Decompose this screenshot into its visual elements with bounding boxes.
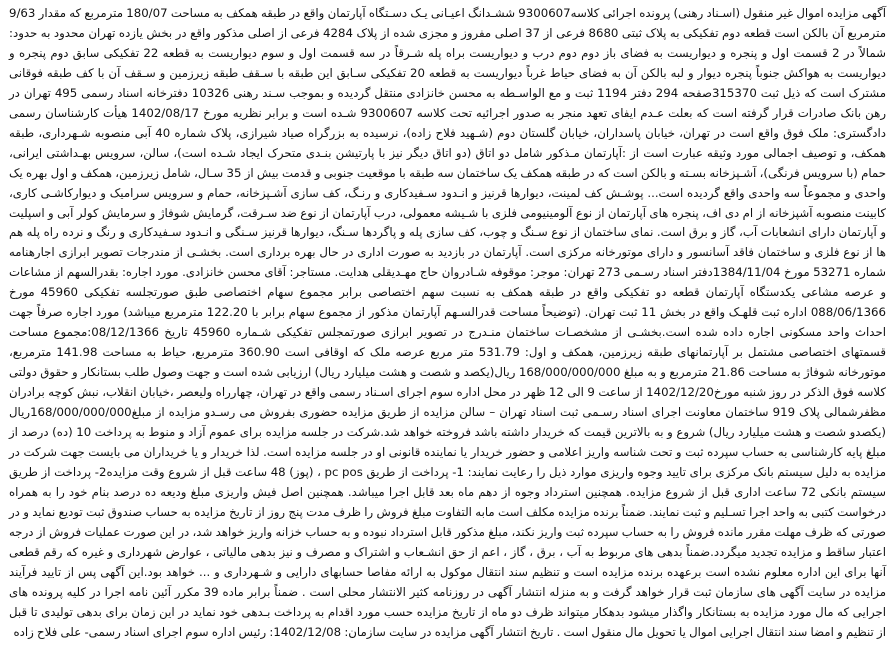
auction-notice-text: آگهی مزایده اموال غیر منقول (اسـناد رهنی) پرونده اجرائی کلاسه9300607 ششـدانگ اعیـانی یـک دسـتگاه آپارتمان واقع در طبقه همکف به مساحت 180/07 مترمربع که مقدار 9/63 مترمربع آن بالکن است قطعه دوم تفکیکی به پلاک ثبتی 8680 فرعی از 37 اصلی مفروز و مجزی شده از پلاک 4284 فرعی از اصلی مذکور واقع در بخش یازده تهران محدود به حدود: شمالاً در 2 قسمت اول و پنجره و دیواریست به فضای باز دوم دوم درب و دیواریست براه پله شـرقاً در سه قسمت اول و سوم دیواریست به قطعه 22 تفکیکی سابق دوم پنجره و دیواریست به هواکش جنوباً پنجره دیوار و لبه بالکن آن به فضای حیاط غرباً دیواریست به قطعه 20 تفکیکی سـابق این طبقه با سـقف طبقه زیرزمین و سـقف آن با کف طبقه فوقانی مشترک است که ذیل ثبت 315370صفحه 294 دفتر 1194 ثبت و مع الواسـطه به محسن خانزادی منتقل گردیده و بموجب سـند رهنی 10326 دفترخانه اسناد رسمی 495 تهران در رهن بانک صادرات قرار گرفته است که بعلت عـدم ایفای تعهد منجر به صدور اجرائیه تحت کلاسه 9300607 شـده است و برابر نظریه مورخ 1402/08/17 هیأت کارشناسان رسمی دادگستری: ملک فوق واقع است در تهران، خیابان پاسداران، خیابان گلستان دوم (شـهید فلاح زاده)، نرسیده به بزرگراه صیاد شیرازی، پلاک شماره 40 آبی منصوبه شـهرداری، طبقه همکف، و توصیف اجمالی مورد وثیقه عبارت است از :آپارتمان مـذکور شامل دو اتاق (دو اتاق دیگر نیز با پارتیشن بنـدی متحرک ایجاد شـده است)، سالن، سرویس بهـداشتی ایرانی، حمام (با سرویس فرنگی)، آشـپزخانه بسـته و بالکن است که در طبقه همکف یک ساختمان سه طبقه با موقعیت جنوبی و قدمت بیش از 35 سـال، شامل زیرزمین، همکف و اول بهره یک واحدی و مجموعاً سه واحدی واقع گردیده است... پوشـش کف لمینت، دیوارها قرنیز و انـدود سـفیدکاری و رنـگ، کف سازی آشـپزخانه، حمام و سرویس سرامیک و دیوارکاشـی کاری، کابینت منصوبه آشپزخانه از ام دی اف، پنجره های آپارتمان از نوع آلومینیومی فلزی با شـیشه معمولی، درب آپارتمان از نوع ضد سـرقت، گرمایش شوفاژ و سرمایش کولر آبی و اسپلیت و آپارتمان دارای انشعابات آب، گاز و برق است. نمای ساختمان از نوع سـنگ و چوب، کف سازی پله و پاگردها سـنگ، دیوارها قرنیز سـنگی و انـدود سـفیدکاری و رنگ و نرده راه پله هم ها از نوع فلزی و ساختمان فاقد آسانسور و دارای موتورخانه مرکزی است. آپارتمان در بازدید به صورت اداری در حال بهره برداری است. بخشـی از مندرجات تصویر ابرازی اجارهنامه شماره 53271 مورخ 1384/11/04دفتر اسناد رسـمی 273 تهران: موجر: موقوفه شـادروان حاج مهـدیقلی هدایت. مستاجر: آقای محسن خانزادی. مورد اجاره: بقدرالسهم از مشاعات و عرصه مشاعی یکدستگاه آپارتمان قطعه دو تفکیکی واقع در طبقه همکف به نسبت سهم اختصاصی برابر مجموع سهام اختصاصی طبق صورتجلسه تفکیکی 45960 مورخ 088/06/1366 اداره ثبت قلهـک واقع در بخش 11 ثبت تهران. (توضیحاً مساحت قدرالسـهم آپارتمان مذکور از مجموع سهام برابر با 122.20 مترمربع میباشد) مورد اجاره صرفاً جهت احداث واحد مسکونی اجاره داده شده است.بخشـی از مشخصـات ساختمان منـدرج در تصویر ابرازی صورتمجلس تفکیکی شـماره 45960 تاریخ 08/12/1366:مجموع مساحت قسمتهای اختصاصی مشتمل بر آپارتمانهای طبقه زیرزمین، همکف و اول: 531.79 متر مربع عرصه ملک که اوقافی است 360.90 مترمربع، حیاط به مساحت 141.98 مترمربع، موتورخانه شوفاژ به مساحت 21.86 مترمربع و به مبلغ 168/000/000/000 ریال(یکصد و شصت و هشت میلیارد ریال) ارزیابی شده است و جهت وصول طلب بستانکار و حقوق دولتی کلاسه فوق الذکر در روز شنبه مورخ1402/12/20 از ساعت 9 الی 12 ظهر در محل اداره سوم اجرای اسـناد رسمی واقع در تهران، چهارراه ولیعصر ،خیابان انقلاب، نبش کوچه برادران مظفرشمالی پلاک 919 ساختمان معاونت اجرای اسناد رسـمی ثبت اسناد تهران – سالن مزایده از طریق مزایده حضوری بفروش می رسـدو مزایده از مبلغ168/000/000/000ریال (یکصدو شصت و هشت میلیارد ریال) شروع و به بالاترین قیمت که خریدار داشته باشد فروخته خواهد شد.شرکت در جلسه مزایده برای عموم آزاد و منوط به پرداخت 10 (ده) درصد از مبلغ پایه کارشناسی به حساب سپرده ثبت و تحت شناسه واریز اعلامی و حضور خریدار یا نماینده قانونی او در جلسه مزایده است. لذا خریدار و یا خریداران می بایست جهت شرکت در مزایده به دلیل سیستم بانک مرکزی برای تایید وجوه واریزی موارد ذیل را رعایت نمایند: 1- پرداخت از طریق pc pos ، (پوز) 48 ساعت قبل از شروع وقت مزایده2- پرداخت از طریق سیستم بانکی 72 ساعت اداری قبل از شروع مزایده. همچنین استرداد وجوه از دهم ماه بعد قابل اجرا میباشد. همچنین اصل فیش واریزی مبلغ ودیعه ده درصد بنام خود را به همراه درخواست کتبی به واحد اجرا تسـلیم و ثبت نمایند. ضمناً برنده مزایده مکلف است مابه التفاوت مبلغ فروش را ظرف مدت پنج روز از تاریخ مزایده به حساب صندوق ثبت تودیع نماید و در صورتی که ظرف مهلت مقرر مانده فروش را به حساب سپرده ثبت واریز نکند، مبلغ مذکور قابل استرداد نبوده و به حساب خزانه واریز خواهد شد، در این صورت عملیات فروش از درجه اعتبار ساقط و مزایده تجدید میگردد.ضمناً بدهی های مربوط به آب ، برق ، گاز ، اعم از حق انشـعاب و اشتراک و مصرف و نیز بدهی مالیاتی ، عوارض شهرداری و غیره که رقم قطعی آنها برای این اداره معلوم نشده است برعهده برنده مزایده است و تنظیم سند انتقال موکول به ارائه مفاصا حسابهای دارایی و شـهرداری و ... خواهد بود.این آگهی پس از تایید فرآیند مزایده در سایت آگهی های سازمان ثبت قرار خواهد گرفت و به منزله انتشار آگهی در روزنامه کثیر الانتشار محلی است . ضمناً برابر ماده 39 مکرر آئین نامه اجرا در کلیه پرونده های اجرایی که مال مورد مزایده به بستانکار واگذار میشود بدهکار میتواند ظرف دو ماه از تاریخ مزایده حسب مورد اقدام به پرداخت بـدهی خود نماید در این زمان برای بدهی تولیدی تا قبل از تنظیم و امضا سند انتقال اجرایی اموال یا تحویل مال منقول است . تاریخ انتشار آگهی مزایده در سایت سازمان: 1402/12/08: رئیس اداره سوم اجرای اسناد رسمی- علی فلاح زاده [9, 6, 887, 639]
